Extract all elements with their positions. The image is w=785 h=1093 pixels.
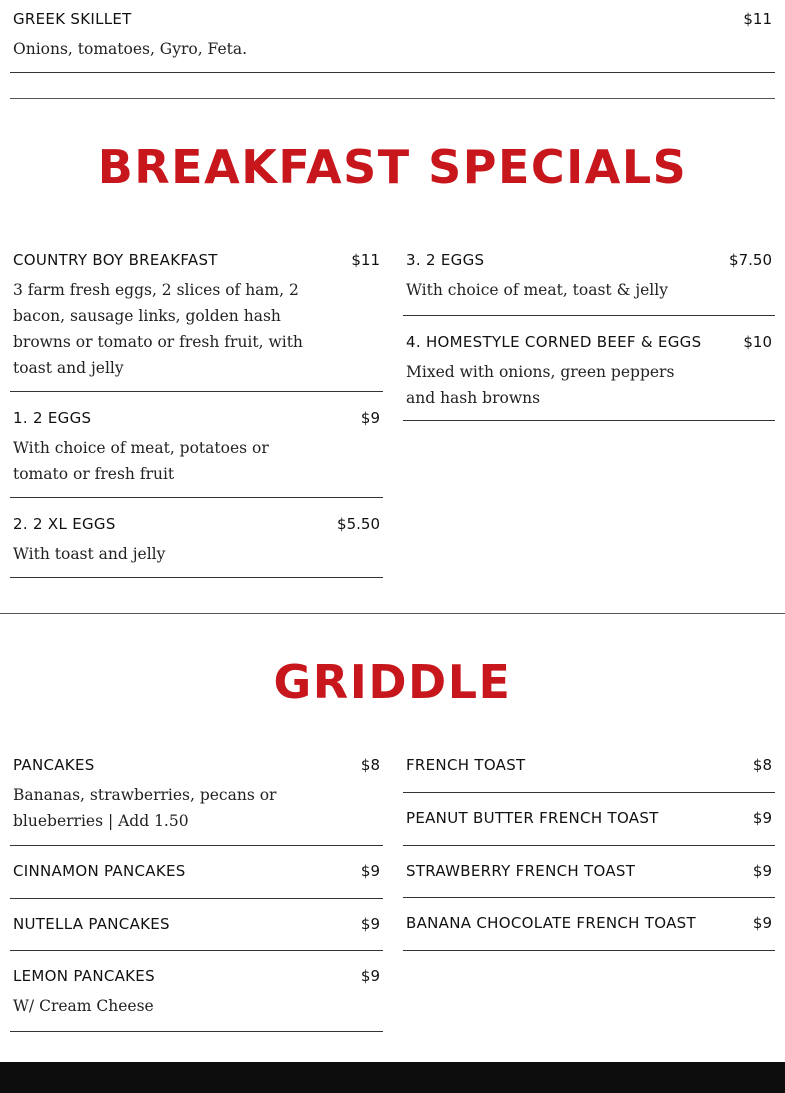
- item-name: NUTELLA PANCAKES: [13, 915, 170, 933]
- item-name: CINNAMON PANCAKES: [13, 862, 186, 880]
- menu-item: [403, 846, 775, 898]
- section-title-breakfast: BREAKFAST SPECIALS: [97, 140, 688, 194]
- menu-item: [10, 756, 383, 846]
- section-divider: [10, 98, 775, 99]
- menu-item: [10, 498, 383, 578]
- item-description: Bananas, strawberries, pecans or blueberries | Add 1.50: [13, 786, 277, 830]
- item-price: $10: [743, 333, 772, 351]
- item-price: $8: [360, 756, 380, 774]
- item-price: $11: [743, 10, 772, 28]
- item-name: FRENCH TOAST: [406, 756, 526, 774]
- item-price: $9: [360, 862, 380, 880]
- item-name: STRAWBERRY FRENCH TOAST: [406, 862, 636, 880]
- item-price: $5.50: [337, 515, 380, 533]
- item-price: $9: [752, 914, 772, 932]
- item-description: 3 farm fresh eggs, 2 slices of ham, 2 bacon, sausage links, golden hash browns or tomato or fresh fruit, with toast and jelly: [13, 281, 303, 377]
- item-price: $9: [360, 967, 380, 985]
- menu-item: [10, 899, 383, 951]
- item-name: 4. HOMESTYLE CORNED BEEF & EGGS: [406, 333, 702, 351]
- item-price: $11: [351, 251, 380, 269]
- item-description: With toast and jelly: [13, 545, 166, 563]
- item-description: Mixed with onions, green peppers and hash browns: [406, 363, 675, 407]
- item-price: $9: [360, 409, 380, 427]
- menu-item: [403, 793, 775, 846]
- item-name: 1. 2 EGGS: [13, 409, 92, 427]
- menu-item: [403, 898, 775, 951]
- item-price: $8: [752, 756, 772, 774]
- menu-item: [10, 846, 383, 899]
- item-name: PEANUT BUTTER FRENCH TOAST: [406, 809, 659, 827]
- item-description: With choice of meat, potatoes or tomato or fresh fruit: [13, 439, 269, 483]
- item-price: $9: [752, 809, 772, 827]
- menu-item: [10, 951, 383, 1032]
- griddle-right-column: [403, 756, 775, 951]
- footer-bar: [0, 1062, 785, 1093]
- item-name: PANCAKES: [13, 756, 95, 774]
- griddle-left-column: [10, 756, 383, 1032]
- menu-item: [403, 316, 775, 421]
- section-divider: [0, 613, 785, 614]
- item-price: $9: [360, 915, 380, 933]
- item-name: GREEK SKILLET: [13, 10, 132, 28]
- menu-item-greek-skillet: [10, 10, 775, 73]
- menu-item: [10, 392, 383, 498]
- menu-item: [10, 251, 383, 392]
- menu-item: [403, 251, 775, 316]
- item-description: With choice of meat, toast & jelly: [406, 281, 668, 299]
- breakfast-right-column: [403, 251, 775, 421]
- item-name: 3. 2 EGGS: [406, 251, 485, 269]
- item-name: LEMON PANCAKES: [13, 967, 155, 985]
- item-description: Onions, tomatoes, Gyro, Feta.: [13, 40, 248, 58]
- breakfast-left-column: [10, 251, 383, 578]
- item-name: 2. 2 XL EGGS: [13, 515, 116, 533]
- menu-item: [403, 756, 775, 793]
- item-name: COUNTRY BOY BREAKFAST: [13, 251, 218, 269]
- item-price: $7.50: [729, 251, 772, 269]
- item-name: BANANA CHOCOLATE FRENCH TOAST: [406, 914, 696, 932]
- section-title-griddle: GRIDDLE: [273, 655, 512, 709]
- item-description: W/ Cream Cheese: [13, 997, 154, 1015]
- item-price: $9: [752, 862, 772, 880]
